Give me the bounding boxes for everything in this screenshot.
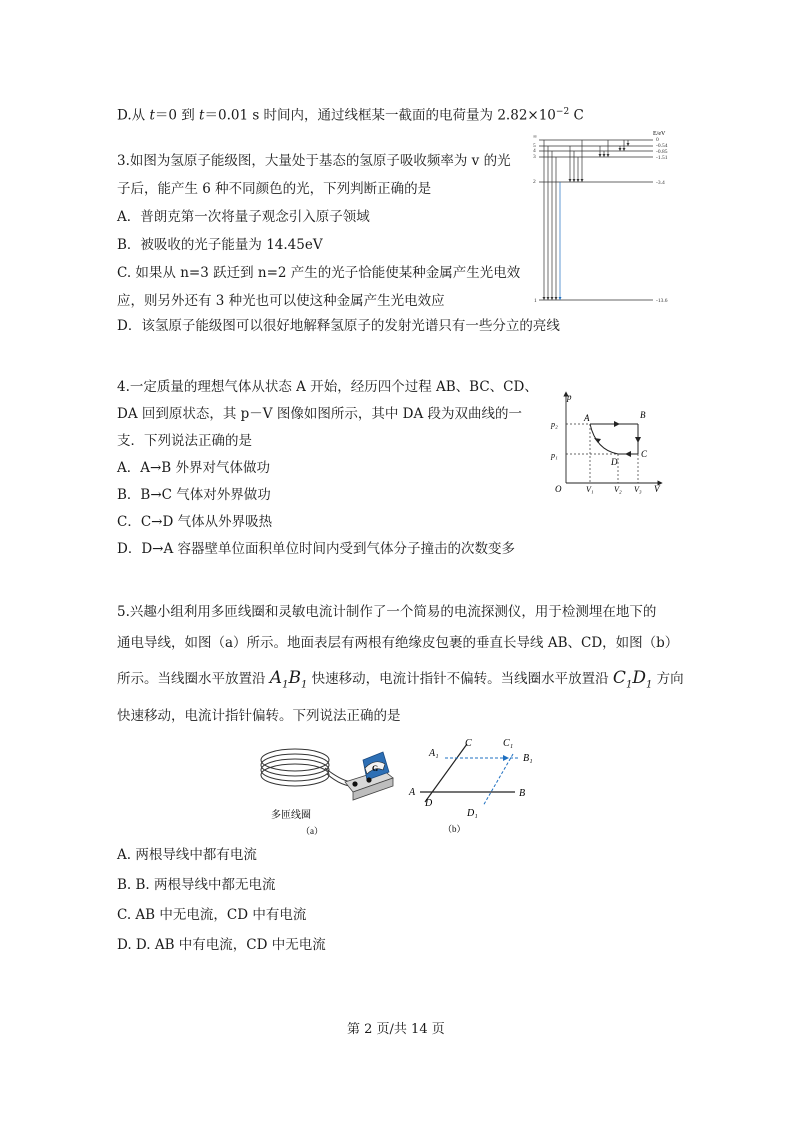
q2-exponent: −2 <box>555 107 570 117</box>
q4-stem-line3: 支．下列说法正确的是 <box>117 433 252 449</box>
p1-label: p₁ <box>551 451 558 460</box>
q2-unit: C <box>569 107 584 124</box>
q4-option-c: C．C→D 气体从外界吸热 <box>117 514 273 530</box>
label-c: C <box>465 738 472 749</box>
galvanometer <box>345 752 393 800</box>
q5-stem-line2: 通电导线，如图（a）所示。地面表层有两根有绝缘皮包裹的垂直长导线 AB、CD，如图（b） <box>117 635 679 651</box>
page-footer: 第 2 页/共 14 页 <box>347 1022 445 1037</box>
q2-option-d <box>117 103 584 125</box>
level-n-1: 1 <box>534 298 537 304</box>
q5-option-c: C. AB 中无电流，CD 中有电流 <box>117 907 307 923</box>
label-b1: B₁ <box>523 753 533 764</box>
label-c1: C₁ <box>503 738 514 749</box>
q4-stem-line1-text: 4.一定质量的理想气体从状态 A 开始，经历四个过程 AB、BC、CD、 <box>117 379 538 395</box>
q3-option-c-line2: 应，则另外还有 3 种光也可以使这种金属产生光电效应 <box>117 293 445 309</box>
figure-b-caption: （b） <box>443 824 466 834</box>
wires-figure-b <box>405 732 550 835</box>
level-e-1: -13.6 <box>656 298 668 304</box>
q5-path-c1d1: $C_1D_1$ <box>612 668 653 691</box>
level-e-inf: 0 <box>656 137 659 143</box>
point-c: C <box>641 449 648 459</box>
path-c1d1 <box>483 754 513 806</box>
q2-var-t1: t <box>199 107 205 124</box>
q4-stem-line1 <box>117 378 538 396</box>
energy-level-diagram <box>532 126 682 306</box>
q2-var-t0: t <box>149 107 155 124</box>
level-n-inf: ∞ <box>533 134 537 140</box>
figure-a-caption: （a） <box>301 826 323 835</box>
p-axis-label: p <box>567 392 572 402</box>
q3-option-c-line1: C. 如果从 n=3 跃迁到 n=2 产生的光子恰能使某种金属产生光电效 <box>117 265 521 281</box>
q5-stem-line3 <box>117 669 684 694</box>
q5-stem-line3-a: 所示。当线圈水平放置沿 <box>117 671 270 687</box>
process-da <box>590 424 618 454</box>
q3-option-b: B．被吸收的光子能量为 14.45eV <box>117 237 323 253</box>
q2-option-d-prefix: D.从 <box>117 107 150 124</box>
q5-option-d: D. D. AB 中有电流，CD 中无电流 <box>117 937 326 953</box>
q5-stem-line4: 快速移动，电流计指针偏转。下列说法正确的是 <box>117 708 401 724</box>
q5-option-a: A. 两根导线中都有电流 <box>117 847 257 863</box>
q5-stem-line3-b: 快速移动，电流计指针不偏转。当线圈水平放置沿 <box>307 671 613 687</box>
label-a: A <box>409 787 416 798</box>
q5-path-a1b1: $A_1B_1$ <box>269 668 308 691</box>
galvanometer-label: G <box>372 764 379 773</box>
point-b: B <box>640 410 646 420</box>
level-e-3: -1.51 <box>656 155 668 161</box>
energy-unit-label: E/eV <box>653 131 666 137</box>
v1-label: V₁ <box>586 485 594 494</box>
q4-option-b: B．B→C 气体对外界做功 <box>117 487 271 503</box>
label-d: D <box>425 798 433 809</box>
origin-label: O <box>555 484 562 494</box>
q5-stem-line3-c: 方向 <box>652 671 684 687</box>
q4-option-a: A．A→B 外界对气体做功 <box>117 460 271 476</box>
v3-label: V₃ <box>634 485 642 494</box>
label-d1: D₁ <box>467 808 478 819</box>
level-n-3: 3 <box>533 154 536 160</box>
q5-stem-line1: 5.兴趣小组利用多匝线圈和灵敏电流计制作了一个简易的电流探测仪，用于检测埋在地下的 <box>117 604 657 620</box>
level-e-2: -3.4 <box>656 180 665 186</box>
level-n-2: 2 <box>533 179 536 185</box>
q3-option-d: D．该氢原子能级图可以很好地解释氢原子的发射光谱只有一些分立的亮线 <box>117 318 560 334</box>
label-b: B <box>519 788 526 799</box>
q2-option-d-mid2: ＝0.01 s 时间内，通过线框某一截面的电荷量为 2.82×10 <box>204 107 556 124</box>
q4-option-d: D．D→A 容器壁单位面积单位时间内受到气体分子撞击的次数变多 <box>117 541 515 557</box>
v2-label: V₂ <box>614 485 622 494</box>
level-e-5: -0.54 <box>656 143 668 149</box>
q3-stem-line2: 子后，能产生 6 种不同颜色的光，下列判断正确的是 <box>117 181 432 197</box>
point-a: A <box>584 413 590 423</box>
q4-stem-line2: DA 回到原状态，其 p－V 图像如图所示，其中 DA 段为双曲线的一 <box>117 406 522 422</box>
coil-figure-a <box>255 740 395 835</box>
q2-option-d-mid1: ＝0 到 <box>154 107 200 124</box>
v-axis-label: V <box>654 484 660 494</box>
point-d: D <box>611 457 618 467</box>
p2-label: p₂ <box>551 420 558 429</box>
coil-label: 多匝线圈 <box>271 810 311 821</box>
level-n-4: 4 <box>533 148 536 154</box>
level-e-4: -0.85 <box>656 149 668 155</box>
pv-graph <box>548 388 678 498</box>
q3-option-a: A．普朗克第一次将量子观念引入原子领域 <box>117 209 370 225</box>
label-a1: A₁ <box>429 748 439 759</box>
level-n-5: 5 <box>533 143 536 149</box>
q5-option-b: B. B. 两根导线中都无电流 <box>117 877 276 893</box>
q3-stem-line1: 3.如图为氢原子能级图，大量处于基态的氢原子吸收频率为 v 的光 <box>117 153 511 169</box>
